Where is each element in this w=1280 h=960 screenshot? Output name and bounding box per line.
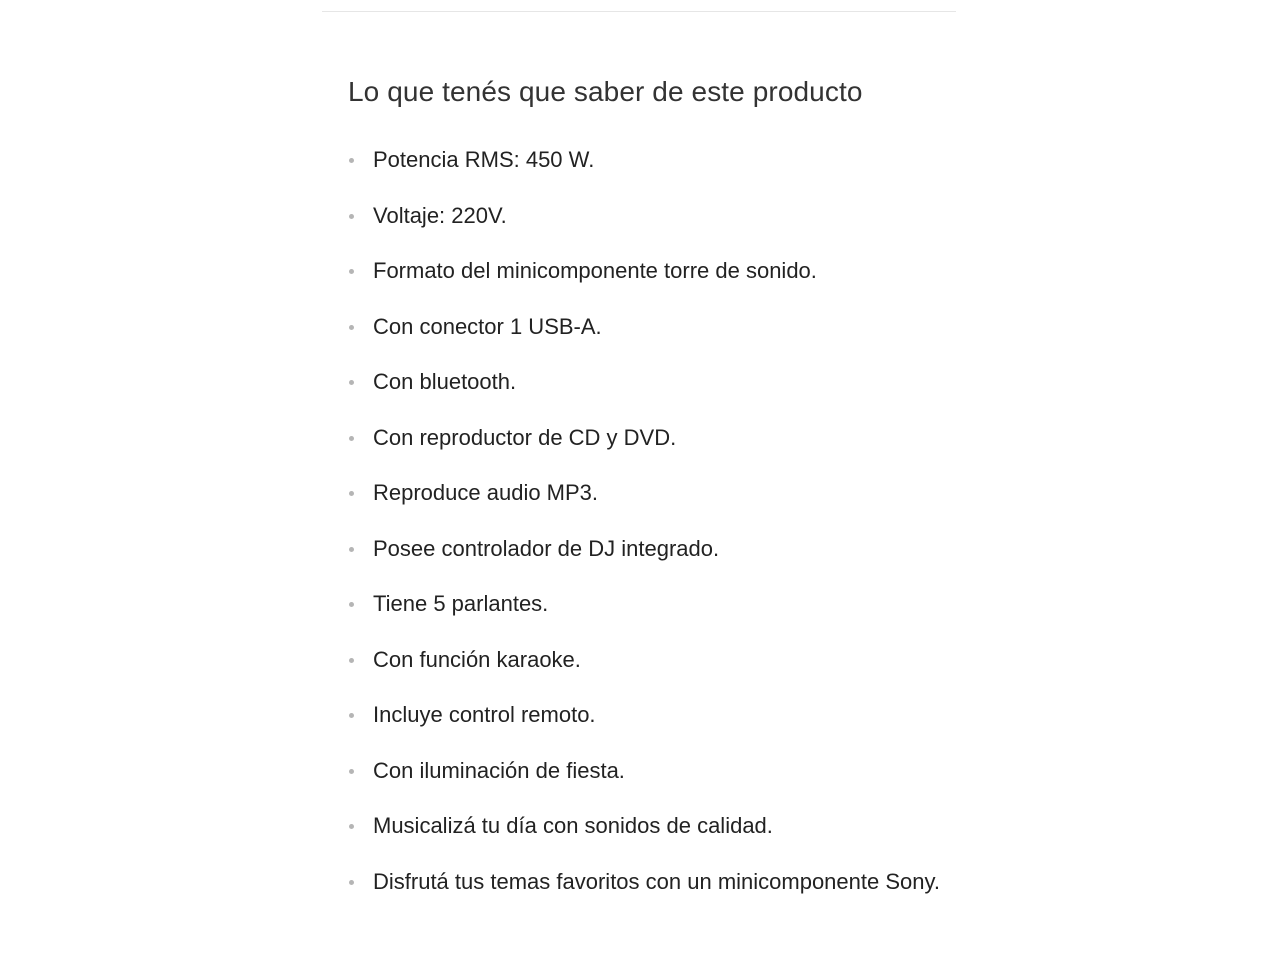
bullet-icon (349, 158, 354, 163)
feature-item (348, 204, 948, 228)
feature-item (348, 426, 948, 450)
feature-text: Posee controlador de DJ integrado. (373, 535, 720, 561)
feature-text: Reproduce audio MP3. (373, 480, 599, 505)
product-highlights-section (348, 72, 948, 894)
feature-list (348, 148, 948, 894)
bullet-icon (349, 824, 354, 829)
feature-item (348, 648, 948, 672)
feature-item (348, 814, 948, 838)
feature-text: Disfrutá tus temas favoritos con un minicomponente Sony. (373, 868, 940, 894)
bullet-icon (349, 880, 354, 885)
feature-text: Voltaje: 220V. (373, 202, 507, 228)
feature-item (348, 870, 948, 894)
feature-text: Potencia RMS: 450 W. (373, 147, 595, 172)
feature-item (348, 259, 948, 283)
feature-item (348, 759, 948, 783)
bullet-icon (349, 380, 354, 385)
feature-item (348, 537, 948, 561)
bullet-icon (349, 547, 354, 552)
feature-item (348, 703, 948, 727)
section-title: Lo que tenés que saber de este producto (348, 76, 863, 107)
feature-text: Con función karaoke. (373, 646, 581, 672)
feature-text: Formato del minicomponente torre de sonido. (373, 258, 817, 283)
bullet-icon (349, 602, 354, 607)
bullet-icon (349, 214, 354, 219)
feature-text: Incluye control remoto. (373, 702, 596, 727)
bullet-icon (349, 769, 354, 774)
feature-text: Con iluminación de fiesta. (373, 757, 625, 783)
feature-item (348, 481, 948, 505)
feature-item (348, 148, 948, 172)
bullet-icon (349, 325, 354, 330)
feature-text: Con bluetooth. (373, 369, 517, 394)
bullet-icon (349, 658, 354, 663)
feature-text: Con conector 1 USB-A. (373, 313, 602, 339)
feature-text: Con reproductor de CD y DVD. (373, 424, 677, 450)
feature-text: Tiene 5 parlantes. (373, 591, 549, 616)
feature-item (348, 592, 948, 616)
top-divider (322, 11, 956, 12)
feature-text: Musicalizá tu día con sonidos de calidad. (373, 813, 773, 838)
feature-item (348, 370, 948, 394)
bullet-icon (349, 436, 354, 441)
feature-item (348, 315, 948, 339)
bullet-icon (349, 713, 354, 718)
bullet-icon (349, 269, 354, 274)
bullet-icon (349, 491, 354, 496)
